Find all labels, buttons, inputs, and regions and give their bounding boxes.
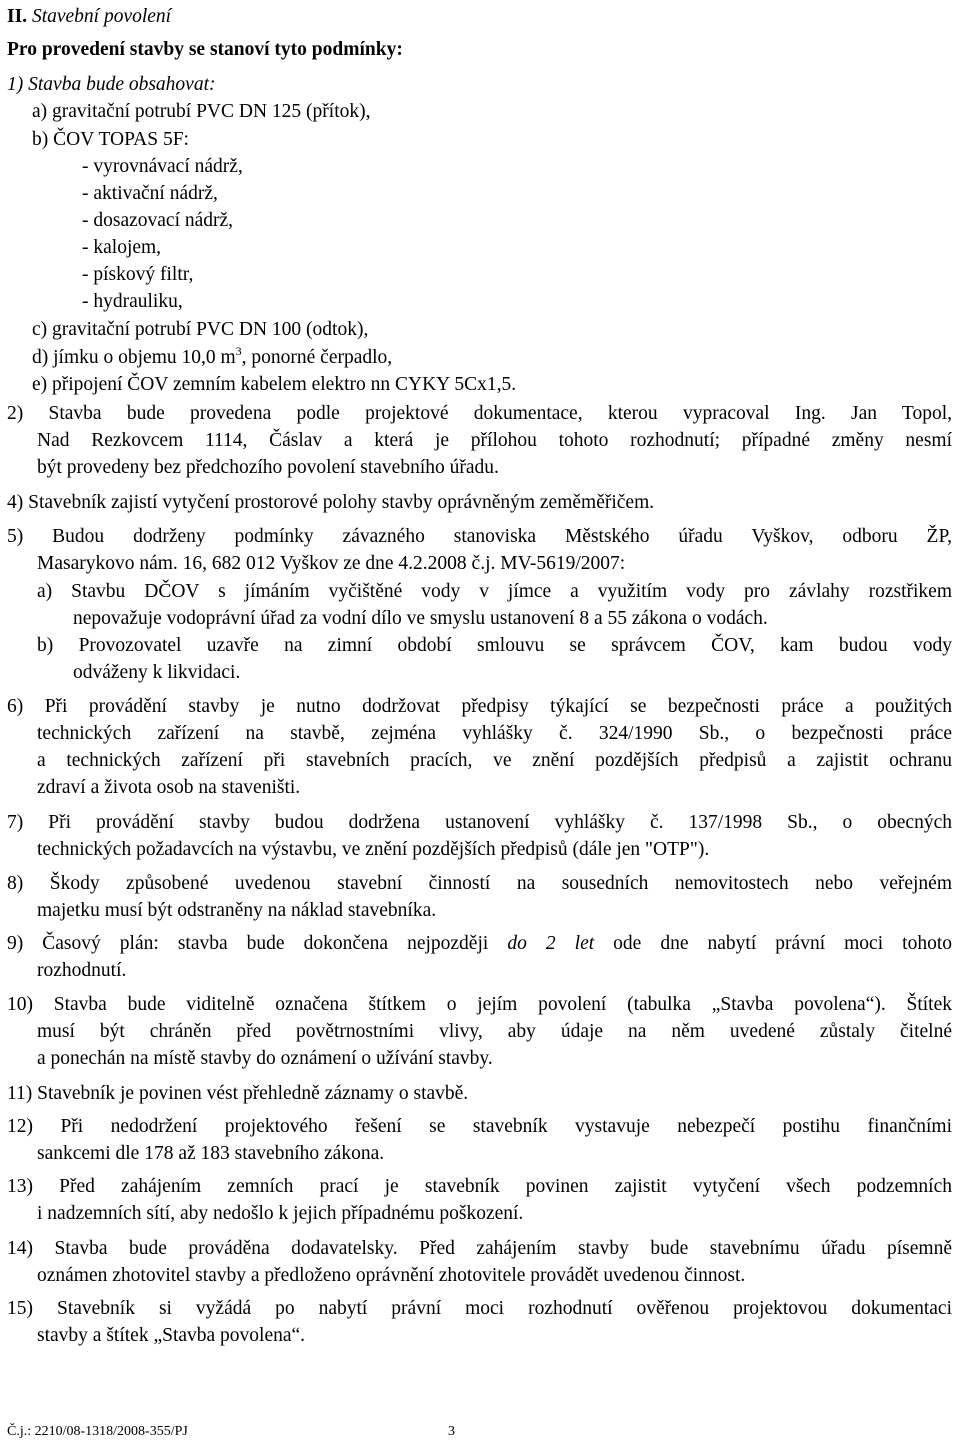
item-14-line: oznámen zhotovitel stavby a předloženo oprávnění zhotovitele provádět uvedenou činnost. — [37, 1265, 746, 1286]
item-15-line: stavby a štítek „Stavba povolena“. — [37, 1325, 306, 1346]
item-1e: e) připojení ČOV zemním kabelem elektro nn CYKY 5Cx1,5. — [32, 374, 517, 395]
item-13-line: 13) Před zahájením zemních prací je stavebník povinen zajistit vytyčení všech podzemních — [7, 1176, 952, 1197]
item-9-line: rozhodnutí. — [37, 960, 127, 981]
item-11: 11) Stavebník je povinen vést přehledně záznamy o stavbě. — [7, 1083, 469, 1104]
item-10-line: a ponechán na místě stavby do oznámení o užívání stavby. — [37, 1048, 493, 1069]
reference-number: Č.j.: 2210/08-1318/2008-355/PJ — [7, 1424, 188, 1439]
section-number: II. — [7, 6, 28, 27]
item-1b-part: - hydrauliku, — [82, 291, 183, 312]
item-1b-part: - dosazovací nádrž, — [82, 210, 234, 231]
item-2-line: Nad Rezkovcem 1114, Čáslav a která je přílohou tohoto rozhodnutí; případné změny nesmí — [37, 430, 952, 451]
item-7-line: 7) Při provádění stavby budou dodržena ustanovení vyhlášky č. 137/1998 Sb., o obecných — [7, 812, 952, 833]
item-1b-part: - pískový filtr, — [82, 264, 194, 285]
item-5-line: Masarykovo nám. 16, 682 012 Vyškov ze dne 4.2.2008 č.j. MV-5619/2007: — [37, 553, 626, 574]
item-1b-part: - aktivační nádrž, — [82, 183, 218, 204]
item-1a: a) gravitační potrubí PVC DN 125 (přítok), — [32, 101, 371, 122]
item-5a-line: a) Stavbu DČOV s jímáním vyčištěné vody v jímce a využitím vody pro závlahy rozstřikem — [37, 581, 952, 602]
item-2-line: 2) Stavba bude provedena podle projektové dokumentace, kterou vypracoval Ing. Jan Topol, — [7, 403, 952, 424]
item-5b-line: b) Provozovatel uzavře na zimní období smlouvu se správcem ČOV, kam budou vody — [37, 635, 952, 656]
item-1b-part: - vyrovnávací nádrž, — [82, 156, 243, 177]
item-1c: c) gravitační potrubí PVC DN 100 (odtok), — [32, 319, 369, 340]
item-1b: b) ČOV TOPAS 5F: — [32, 129, 189, 150]
item-12-line: 12) Při nedodržení projektového řešení se stavebník vystavuje nebezpečí postihu finančními — [7, 1116, 952, 1137]
item-14-line: 14) Stavba bude prováděna dodavatelsky. Před zahájením stavby bude stavebnímu úřadu písemně — [7, 1238, 952, 1259]
item-6-line: technických zařízení na stavbě, zejména vyhlášky č. 324/1990 Sb., o bezpečnosti práce — [37, 723, 952, 744]
item-8-line: 8) Škody způsobené uvedenou stavební činností na sousedních nemovitostech nebo veřejném — [7, 873, 952, 894]
item-6-line: 6) Při provádění stavby je nutno dodržovat předpisy týkající se bezpečnosti práce a použitých — [7, 696, 952, 717]
section-title: Stavební povolení — [31, 6, 172, 27]
conditions-heading: Pro provedení stavby se stanoví tyto podmínky: — [7, 39, 403, 60]
item-15-line: 15) Stavebník si vyžádá po nabytí právní moci rozhodnutí ověřenou projektovou dokumentaci — [7, 1298, 952, 1319]
item-1d: d) jímku o objemu 10,0 $m^3$, ponorné čerpadlo, — [32, 344, 393, 368]
item-8-line: majetku musí být odstraněny na náklad stavebníka. — [37, 900, 437, 921]
item-5b-line: odváženy k likvidaci. — [73, 662, 241, 683]
item-9-line: 9) Časový plán: stavba bude dokončena nejpozději do 2 let ode dne nabytí právní moci tohoto — [7, 933, 952, 954]
item-1-intro: 1) Stavba bude obsahovat: — [7, 74, 216, 95]
item-12-line: sankcemi dle 178 až 183 stavebního zákona. — [37, 1143, 385, 1164]
item-6-line: a technických zařízení při stavebních pracích, ve znění pozdějších předpisů a zajistit ochranu — [37, 750, 952, 771]
item-4: 4) Stavebník zajistí vytyčení prostorové polohy stavby oprávněným zeměměřičem. — [7, 492, 655, 513]
item-10-line: 10) Stavba bude viditelně označena štítkem o jejím povolení (tabulka „Stavba povolena“). Štítek — [7, 994, 952, 1015]
item-7-line: technických požadavcích na výstavbu, ve znění pozdějších předpisů (dále jen "OTP"). — [37, 839, 710, 860]
item-1b-part: - kalojem, — [82, 237, 162, 258]
item-5a-line: nepovažuje vodoprávní úřad za vodní dílo ve smyslu ustanovení 8 a 55 zákona o vodách. — [73, 608, 768, 629]
item-10-line: musí být chráněn před povětrnostními vlivy, aby údaje na něm uvedené zůstaly čitelné — [37, 1021, 952, 1042]
section-heading — [7, 3, 171, 30]
item-2-line: být provedeny bez předchozího povolení stavebního úřadu. — [37, 457, 499, 478]
item-6-line: zdraví a života osob na staveništi. — [37, 777, 301, 798]
item-13-line: i nadzemních sítí, aby nedošlo k jejich případnému poškození. — [37, 1203, 524, 1224]
page-number: 3 — [448, 1424, 455, 1439]
item-5-line: 5) Budou dodrženy podmínky závazného stanoviska Městského úřadu Vyškov, odboru ŽP, — [7, 526, 952, 547]
